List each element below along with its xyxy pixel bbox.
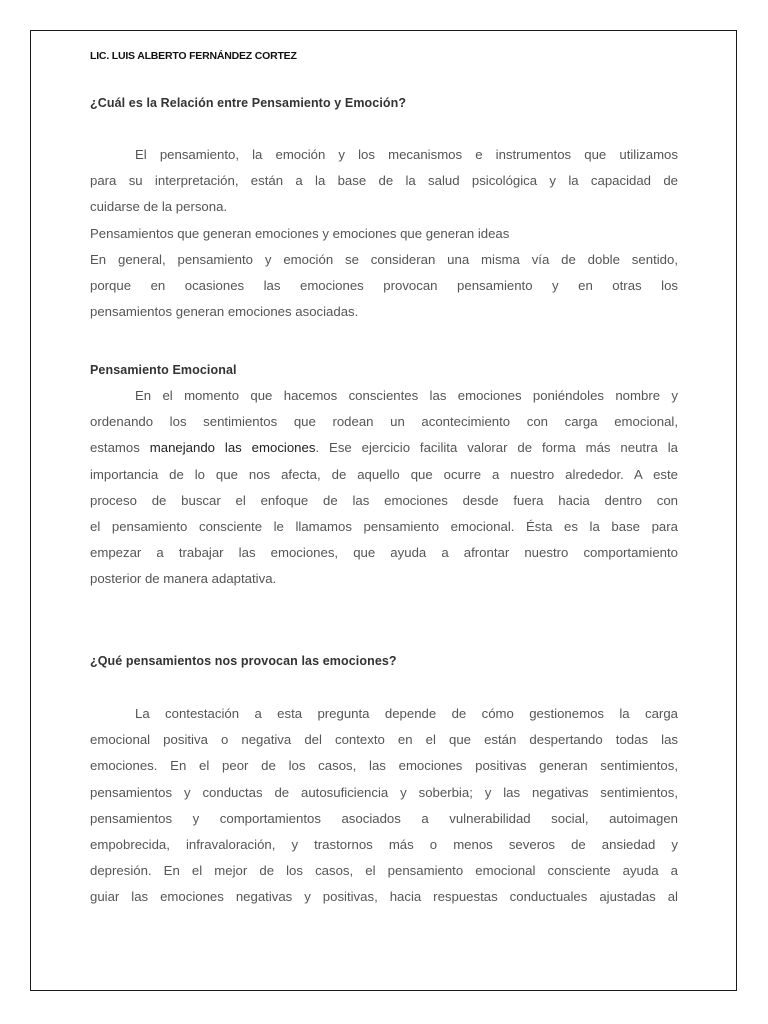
paragraph-line: posterior de manera adaptativa. — [90, 571, 277, 587]
paragraph-line: emocional positiva o negativa del contexto en el que están despertando todas las — [90, 732, 678, 748]
manejando-emociones-link[interactable]: manejando las emociones — [149, 440, 316, 456]
section-heading-que-pensamientos: ¿Qué pensamientos nos provocan las emociones? — [90, 654, 397, 668]
paragraph-intro — [90, 142, 678, 325]
document-page — [30, 30, 737, 991]
paragraph-line: En el momento que hacemos conscientes las emociones poniéndoles nombre y — [135, 388, 678, 403]
paragraph-pensamiento-emocional — [90, 383, 678, 593]
paragraph-line: Pensamientos que generan emociones y emociones que generan ideas — [90, 225, 510, 241]
paragraph-line: El pensamiento, la emoción y los mecanismos e instrumentos que utilizamos — [135, 147, 678, 162]
paragraph-line-with-link — [90, 435, 678, 461]
paragraph-line: ordenando los sentimientos que rodean un acontecimiento con carga emocional, — [90, 414, 678, 430]
paragraph-line: proceso de buscar el enfoque de las emociones desde fuera hacia dentro con — [90, 492, 678, 508]
paragraph-line: pensamientos y conductas de autosuficiencia y soberbia; y las negativas sentimientos, — [90, 784, 678, 800]
paragraph-line: cuidarse de la persona. — [90, 199, 228, 215]
paragraph-line: En general, pensamiento y emoción se consideran una misma vía de doble sentido, — [90, 251, 678, 267]
paragraph-line: porque en ocasiones las emociones provocan pensamiento y en otras los — [90, 277, 678, 293]
paragraph-line: para su interpretación, están a la base de la salud psicológica y la capacidad de — [90, 173, 678, 189]
author-name: LIC. LUIS ALBERTO FERNÁNDEZ CORTEZ — [90, 50, 297, 62]
paragraph-line: pensamientos generan emociones asociadas. — [90, 304, 359, 320]
paragraph-line: empezar a trabajar las emociones, que ayuda a afrontar nuestro comportamiento — [90, 545, 678, 561]
paragraph-line: depresión. En el mejor de los casos, el pensamiento emocional consciente ayuda a — [90, 863, 678, 879]
paragraph-line: guiar las emociones negativas y positivas, hacia respuestas conductuales ajustadas al — [90, 889, 678, 905]
paragraph-line: importancia de lo que nos afecta, de aquello que ocurre a nuestro alrededor. A este — [90, 466, 678, 482]
paragraph-line: pensamientos y comportamientos asociados a vulnerabilidad social, autoimagen — [90, 810, 678, 826]
line-text: . Ese ejercicio facilita valorar de forma más neutra la — [315, 440, 678, 456]
section-heading-pensamiento-emocional: Pensamiento Emocional — [90, 363, 237, 377]
paragraph-que-pensamientos — [90, 701, 678, 911]
paragraph-line: La contestación a esta pregunta depende de cómo gestionemos la carga — [135, 706, 678, 721]
line-text: estamos — [90, 440, 150, 456]
paragraph-line: empobrecida, infravaloración, y trastornos más o menos severos de ansiedad y — [90, 836, 678, 852]
paragraph-line: el pensamiento consciente le llamamos pensamiento emocional. Ésta es la base para — [90, 518, 678, 534]
paragraph-line: emociones. En el peor de los casos, las emociones positivas generan sentimientos, — [90, 758, 678, 774]
section-heading-relacion: ¿Cuál es la Relación entre Pensamiento y Emoción? — [90, 96, 407, 110]
